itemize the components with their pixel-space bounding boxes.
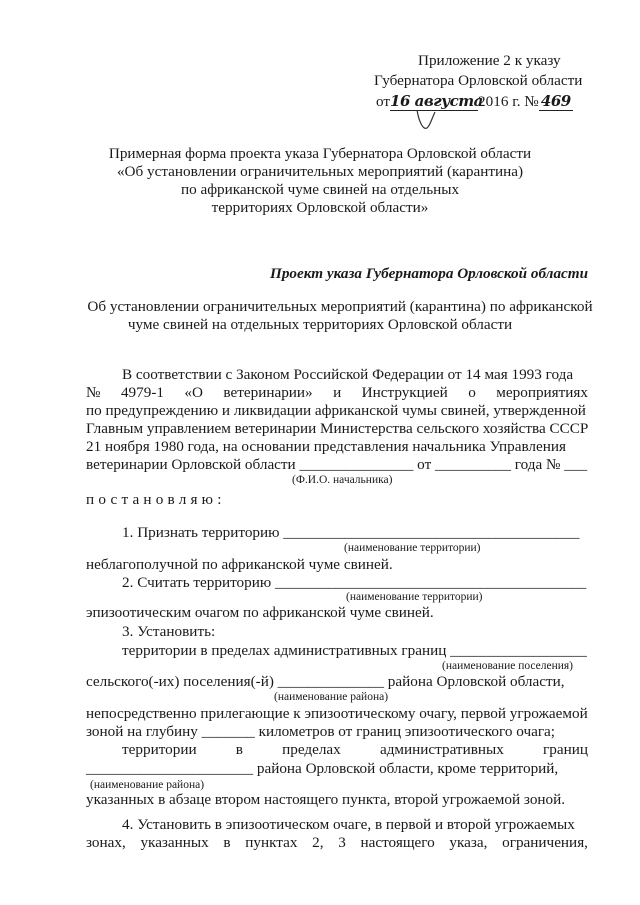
form-title-line-1: Примерная форма проекта указа Губернатора Орловской области: [108, 145, 532, 162]
word: территории: [122, 741, 197, 758]
item-3-hint-3: (наименование района): [90, 779, 205, 791]
word: Инструкцией: [361, 384, 448, 401]
item-3-line-3: непосредственно прилегающие к эпизоотическому очагу, первой угрожаемой: [86, 705, 588, 722]
item-2-hint: (наименование территории): [346, 591, 483, 603]
word: настоящего: [360, 834, 435, 851]
item-3-line-2: сельского(-их) поселения(-й) ______________ района Орловской области,: [86, 673, 565, 690]
item-3-hint-2: (наименование района): [274, 691, 389, 703]
item-1-tail: неблагополучной по африканской чуме свиней.: [86, 556, 393, 573]
preamble-line-4: Главным управлением ветеринарии Министерства сельского хозяйства СССР: [86, 420, 589, 437]
item-2: 2. Считать территорию _________________________________________: [122, 574, 587, 591]
word: ограничения,: [502, 834, 588, 851]
decree-word: постановляю:: [86, 491, 226, 508]
word: 4979-1: [120, 384, 164, 401]
item-4-line-2: [86, 834, 588, 852]
word: 3: [338, 834, 346, 851]
form-title-line-4: территориях Орловской области»: [211, 199, 429, 216]
appendix-line-1: Приложение 2 к указу: [418, 52, 561, 69]
word: границ: [543, 741, 588, 758]
word: мероприятиях: [496, 384, 588, 401]
word: зонах,: [86, 834, 126, 851]
handwritten-date: 16 августа: [390, 92, 483, 110]
word: ветеринарии»: [223, 384, 313, 401]
form-title-line-3: по африканской чуме свиней на отдельных: [180, 181, 460, 198]
word: №: [86, 384, 101, 401]
appendix-year: 2016 г. №: [478, 93, 539, 110]
signature-mark: [414, 108, 438, 132]
item-3-hint-1: (наименование поселения): [442, 660, 574, 672]
handwritten-number: 469: [539, 92, 573, 111]
word: «О: [184, 384, 203, 401]
item-1: 1. Признать территорию _______________________________________: [122, 524, 580, 541]
appendix-line-2: Губернатора Орловской области: [374, 72, 583, 89]
word: в: [223, 834, 231, 851]
appendix-from: от: [376, 93, 391, 110]
word: в: [235, 741, 243, 758]
word: и: [333, 384, 342, 401]
item-3-line-7: указанных в абзаце втором настоящего пункта, второй угрожаемой зоной.: [86, 791, 566, 808]
word: пунктах: [245, 834, 298, 851]
preamble-line-5: 21 ноября 1980 года, на основании представления начальника Управления: [86, 438, 566, 455]
item-2-tail: эпизоотическим очагом по африканской чуме свиней.: [86, 604, 434, 621]
draft-heading: Проект указа Губернатора Орловской области: [270, 265, 589, 282]
word: о: [468, 384, 476, 401]
item-3-line-5: [122, 741, 588, 759]
appendix-line-3: [376, 92, 573, 111]
word: указанных: [140, 834, 209, 851]
preamble-line-6: ветеринарии Орловской области _______________ от __________ года № ___: [86, 456, 588, 473]
preamble-hint: (Ф.И.О. начальника): [292, 474, 393, 486]
form-title-line-2: «Об установлении ограничительных мероприятий (карантина): [116, 163, 524, 180]
preamble-line-2: [86, 384, 588, 402]
item-3-line-1: территории в пределах административных границ __________________: [122, 642, 587, 659]
item-3-line-6: ______________________ района Орловской области, кроме территорий,: [86, 760, 559, 777]
word: указа,: [449, 834, 488, 851]
preamble-line-1: В соответствии с Законом Российской Федерации от 14 мая 1993 года: [122, 366, 574, 383]
subject-line-2: чуме свиней на отдельных территориях Орловской области: [127, 316, 513, 333]
word: пределах: [282, 741, 341, 758]
word: 2,: [312, 834, 324, 851]
item-1-hint: (наименование территории): [344, 542, 481, 554]
item-4-line-1: 4. Установить в эпизоотическом очаге, в первой и второй угрожаемых: [122, 816, 575, 833]
subject-line-1: Об установлении ограничительных мероприятий (карантина) по африканской: [87, 298, 593, 315]
item-3-line-4: зоной на глубину _______ километров от границ эпизоотического очага;: [86, 723, 556, 740]
preamble-line-3: по предупреждению и ликвидации африканской чумы свиней, утвержденной: [86, 402, 586, 419]
word: административных: [379, 741, 504, 758]
item-3: 3. Установить:: [122, 623, 216, 640]
